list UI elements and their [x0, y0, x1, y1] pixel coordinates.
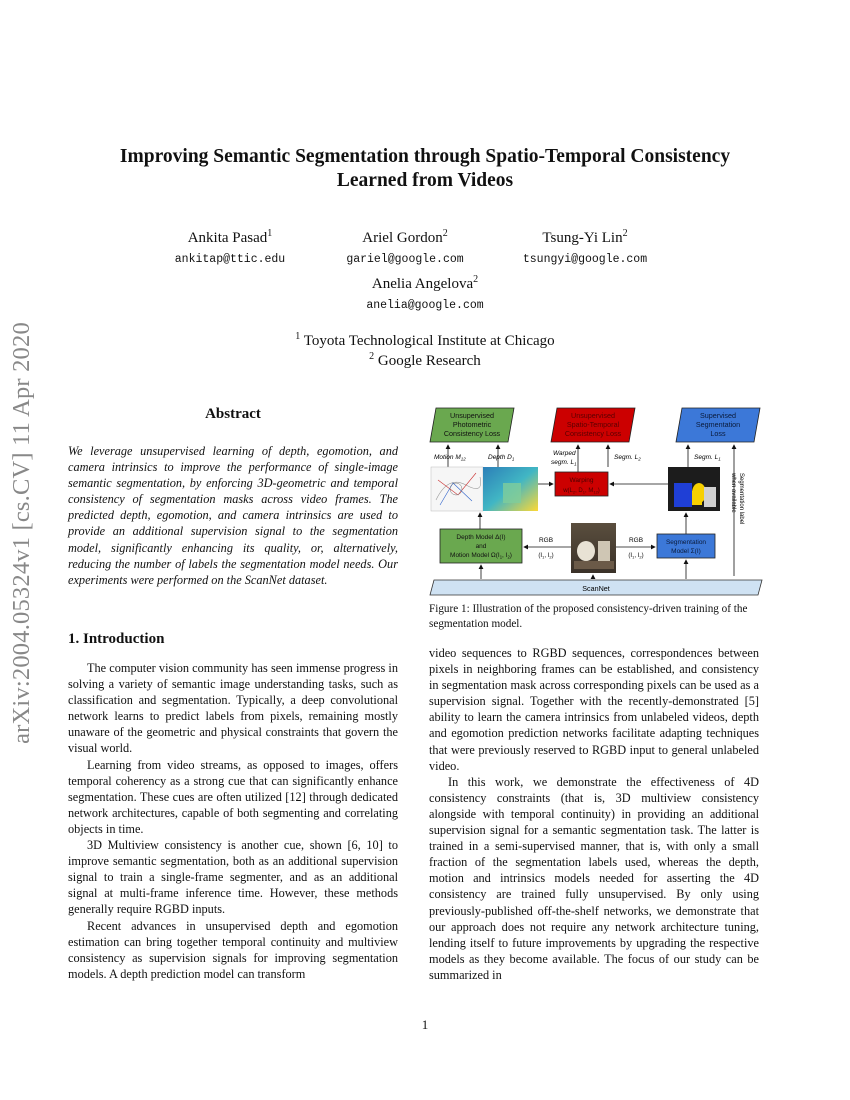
affiliation-text: Google Research: [377, 353, 481, 369]
author-4: [335, 274, 515, 312]
author-name: Ankita Pasad: [187, 230, 268, 246]
side-label-2: when available: [730, 473, 736, 513]
segmentation-output-image: [668, 467, 720, 511]
paragraph: video sequences to RGBD sequences, correspondences between pixels in neighboring frames can be established, and consistency in segmentation mask across corresponding pixels can be used as a supervision signal. Together with the recently-demonstrated [5] ability to learn the camera intrinsics from unlabeled videos, depth and egomotion prediction networks facilitate adapting techniques that were previously reserved to RGBD input to general unlabeled video.: [429, 646, 759, 773]
affiliation-1: [180, 331, 670, 350]
scannet-bar: [430, 580, 762, 595]
author-name: Ariel Gordon: [362, 230, 443, 246]
seg-model-line-1: Segmentation: [665, 539, 707, 546]
rgb-label-left: RGB: [538, 537, 554, 544]
paragraph: The computer vision community has seen immense progress in solving a variety of semantic image understanding tasks, such as classification and segmentation. Typically, a deep convolutional network learns to predict labels from pixels, remaining mostly unaware of the geometric and physical constraints that govern the visual world.: [68, 661, 398, 756]
spatiotemporal-line-2: Spatio-Temporal: [566, 420, 620, 429]
motion-label: Motion $M_{12}$: [434, 454, 466, 462]
spatiotemporal-line-1: Unsupervised: [571, 411, 615, 420]
title-line-2: Learned from Videos: [336, 170, 514, 191]
arxiv-sidebar-stamp: [2, 293, 42, 773]
segm2-label: Segm. $L_2$: [614, 454, 641, 462]
pair-label-left: ($I_1$, $I_2$): [538, 553, 554, 560]
paragraph: In this work, we demonstrate the effectiveness of 4D consistency constraints (that is, 3D multiview consistency alongside with temporal continuity) in providing an additional supervision signal for a semantic segmentation task. The latter is trained in a semi-supervised manner, that is, with only a small fraction of the segmentation labels used, whereas the depth, motion and intrinsics models needed for asserting the 4D consistency are trained fully unsupervised. By only using previously-published off-the-shelf networks, we demonstrate that our approach does not require any network architecture tuning, lending itself to future improvements by upgrading the respective models as they become available. The focus of our study can be summarized in: [429, 774, 759, 982]
paragraph: Learning from video streams, as opposed to images, offers temporal coherency as a strong cue that can significantly enhance segmentation. These cues are often utilized [12] through dedicated network architectures, capable of both segmenting and correlating objects in time.: [68, 757, 398, 836]
arxiv-id: arXiv:2004.05324v1 [cs.CV] 11 Apr 2020: [8, 322, 35, 744]
author-email[interactable]: gariel@google.com: [346, 253, 464, 266]
author-2: [325, 228, 485, 266]
segmentation-model-box: [657, 534, 715, 558]
affiliation-text: Toyota Technological Institute at Chicago: [303, 333, 555, 349]
author-sup: 2: [473, 274, 479, 285]
supervised-line-2: Segmentation: [695, 420, 741, 429]
author-email[interactable]: ankitap@ttic.edu: [174, 253, 286, 266]
author-1: [150, 228, 310, 266]
paragraph: 3D Multiview consistency is another cue, shown [6, 10] to improve semantic segmentation, both as an additional supervision signal to train a single-frame segmenter, and as an additional signal at multi-frame inference time. However, these methods generally require RGBD inputs.: [68, 838, 398, 917]
scannet-label: ScanNet: [582, 584, 610, 593]
warping-box: [555, 472, 608, 496]
seg-model-line-2: Model Σ(I): [671, 548, 701, 555]
depth-model-line-1: Depth Model Δ(I): [456, 534, 506, 541]
warped-label-2: segm. $L_1$: [551, 459, 577, 467]
abstract-heading: Abstract: [205, 406, 261, 422]
page-number: 1: [421, 1017, 429, 1032]
segm1-label: Segm. $L_1$: [694, 454, 721, 462]
motion-visualization: [431, 467, 483, 511]
affiliation-sup: 2: [369, 351, 375, 362]
rgb-label-right: RGB: [628, 537, 644, 544]
paragraph: Recent advances in unsupervised depth and egomotion estimation can bring together temporal continuity and multiview consistency as supervision signals for improving segmentation models. A depth prediction model can transform: [68, 918, 398, 981]
affiliation-2: [180, 351, 670, 370]
depth-model-line-3: Motion Model $\Omega(I_1$, $I_2$): [450, 552, 512, 560]
author-name: Tsung-Yi Lin: [542, 230, 623, 246]
author-sup: 1: [267, 228, 273, 239]
figure-caption: Figure 1: Illustration of the proposed consistency-driven training of the segmentation model.: [429, 603, 748, 630]
figure-1-diagram: [428, 405, 768, 597]
section-heading: 1. Introduction: [68, 631, 165, 647]
paper-title: [60, 145, 790, 193]
spatiotemporal-loss-box: [551, 408, 635, 442]
supervised-line-3: Loss: [710, 429, 726, 438]
rgb-frame-photo: [571, 523, 616, 573]
photometric-line-3: Consistency Loss: [443, 429, 501, 438]
photometric-line-2: Photometric: [452, 420, 492, 429]
supervised-line-1: Supervised: [700, 411, 736, 420]
affiliation-sup: 1: [295, 331, 301, 342]
warped-label-1: Warped: [553, 450, 576, 457]
left-column: [68, 660, 398, 982]
depth-map-image: [483, 467, 538, 511]
spatiotemporal-line-3: Consistency Loss: [564, 429, 622, 438]
depth-model-line-2: and: [475, 543, 487, 550]
depth-motion-model-box: [440, 529, 522, 563]
supervised-loss-box: [676, 408, 760, 442]
author-name: Anelia Angelova: [371, 276, 474, 292]
author-email[interactable]: anelia@google.com: [366, 299, 484, 312]
author-email[interactable]: tsungyi@google.com: [522, 253, 648, 266]
author-sup: 2: [622, 228, 628, 239]
photometric-loss-box: [430, 408, 514, 442]
abstract-body: We leverage unsupervised learning of depth, egomotion, and camera intrinsics to improve the performance of single-image semantic segmentation, by enforcing 3D-geometric and temporal consistency of segmentation masks across video frames. The predicted depth, egomotion, and camera intrinsics are used to provide an additional supervision signal to the segmentation model, significantly enhancing its quality, or, alternatively, reducing the number of labels the segmentation model needs. Our experiments were performed on the ScanNet dataset.: [68, 444, 398, 587]
warping-title: Warping: [569, 477, 594, 484]
depth-label: Depth $D_1$: [488, 454, 515, 462]
photometric-line-1: Unsupervised: [450, 411, 494, 420]
author-3: [505, 228, 665, 266]
warping-formula: $w(L_2$, $D_1$, $M_{12}$): [563, 488, 600, 495]
side-label-1: Segmentation label: [738, 473, 744, 525]
right-column: [429, 645, 759, 983]
author-sup: 2: [442, 228, 448, 239]
pair-label-right: ($I_1$, $I_2$): [628, 553, 644, 560]
title-line-1: Improving Semantic Segmentation through Spatio-Temporal Consistency: [119, 146, 731, 167]
